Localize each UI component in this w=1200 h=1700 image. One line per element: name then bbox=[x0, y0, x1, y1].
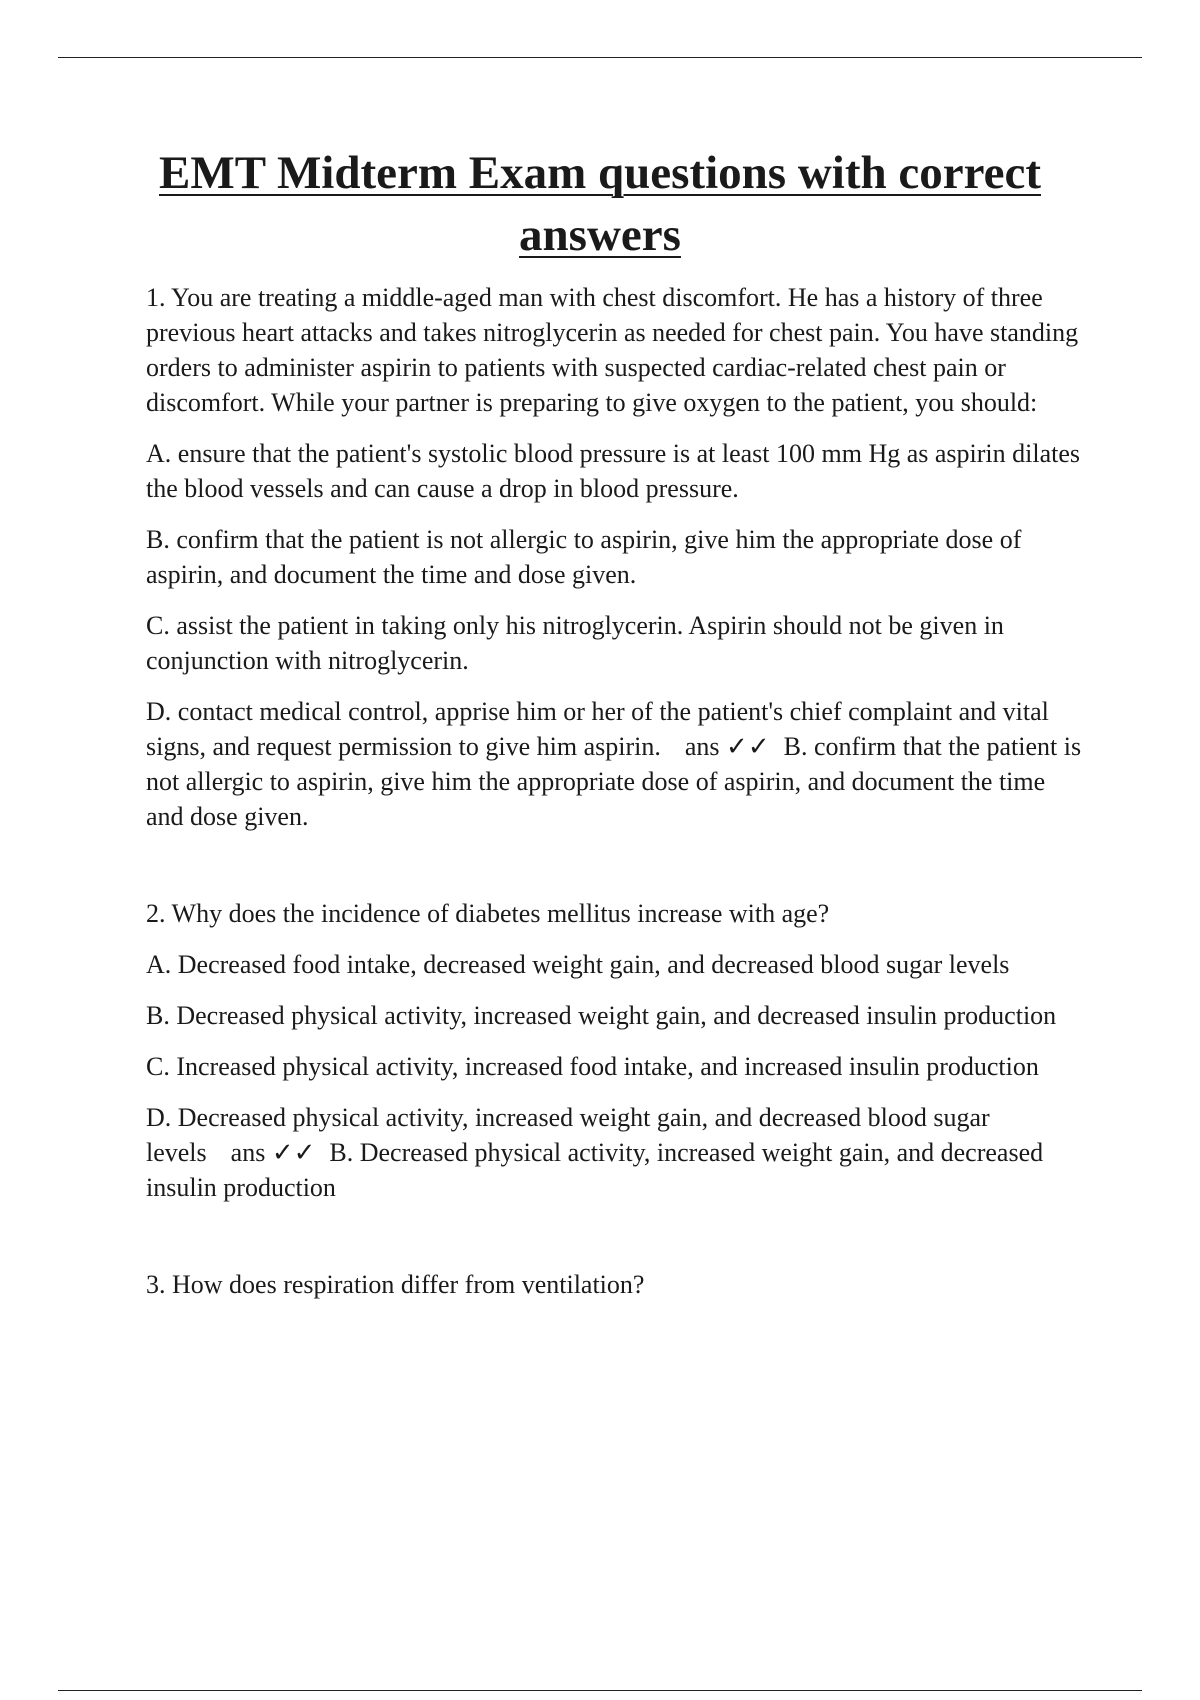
option-d-with-answer bbox=[146, 1100, 1086, 1205]
option-d: D. contact medical control, apprise him or her of the patient's chief complaint and vital signs, and request permission to give him aspirin. bbox=[146, 697, 1049, 761]
answer-text: B. Decreased physical activity, increased weight gain, and decreased insulin production bbox=[146, 1138, 1044, 1202]
question-stem: 3. How does respiration differ from ventilation? bbox=[146, 1270, 645, 1299]
document-body bbox=[146, 280, 1086, 1318]
question-3 bbox=[146, 1267, 1086, 1302]
option-d: D. Decreased physical activity, increased weight gain, and decreased blood sugar levels bbox=[146, 1103, 990, 1167]
question-stem: 1. You are treating a middle-aged man with chest discomfort. He has a history of three previous heart attacks and takes nitroglycerin as needed for chest pain. You have standing orders to administer aspirin to patients with suspected cardiac-related chest pain or discomfort. While your partner is preparing to give oxygen to the patient, you should: bbox=[146, 283, 1079, 417]
option-a: A. Decreased food intake, decreased weight gain, and decreased blood sugar levels bbox=[146, 950, 1010, 979]
bottom-rule bbox=[58, 1690, 1142, 1691]
answer-text: B. confirm that the patient is not allergic to aspirin, give him the appropriate dose of aspirin, and document the time and dose given. bbox=[146, 732, 1082, 831]
question-stem: 2. Why does the incidence of diabetes mellitus increase with age? bbox=[146, 899, 830, 928]
answer-label: ans ✓✓ bbox=[230, 1138, 316, 1167]
option-c: C. assist the patient in taking only his nitroglycerin. Aspirin should not be given in conjunction with nitroglycerin. bbox=[146, 611, 1004, 675]
question-spacer bbox=[146, 1221, 1086, 1267]
question-2 bbox=[146, 896, 1086, 1205]
option-a: A. ensure that the patient's systolic blood pressure is at least 100 mm Hg as aspirin dilates the blood vessels and can cause a drop in blood pressure. bbox=[146, 439, 1081, 503]
document-title: EMT Midterm Exam questions with correct answers bbox=[158, 147, 1041, 261]
option-c: C. Increased physical activity, increased food intake, and increased insulin production bbox=[146, 1052, 1039, 1081]
top-rule bbox=[58, 57, 1142, 58]
option-b: B. Decreased physical activity, increased weight gain, and decreased insulin production bbox=[146, 1001, 1057, 1030]
option-b: B. confirm that the patient is not allergic to aspirin, give him the appropriate dose of aspirin, and document the time and dose given. bbox=[146, 525, 1022, 589]
option-d-with-answer bbox=[146, 694, 1086, 834]
answer-label: ans ✓✓ bbox=[684, 732, 770, 761]
question-spacer bbox=[146, 850, 1086, 896]
question-1 bbox=[146, 280, 1086, 834]
